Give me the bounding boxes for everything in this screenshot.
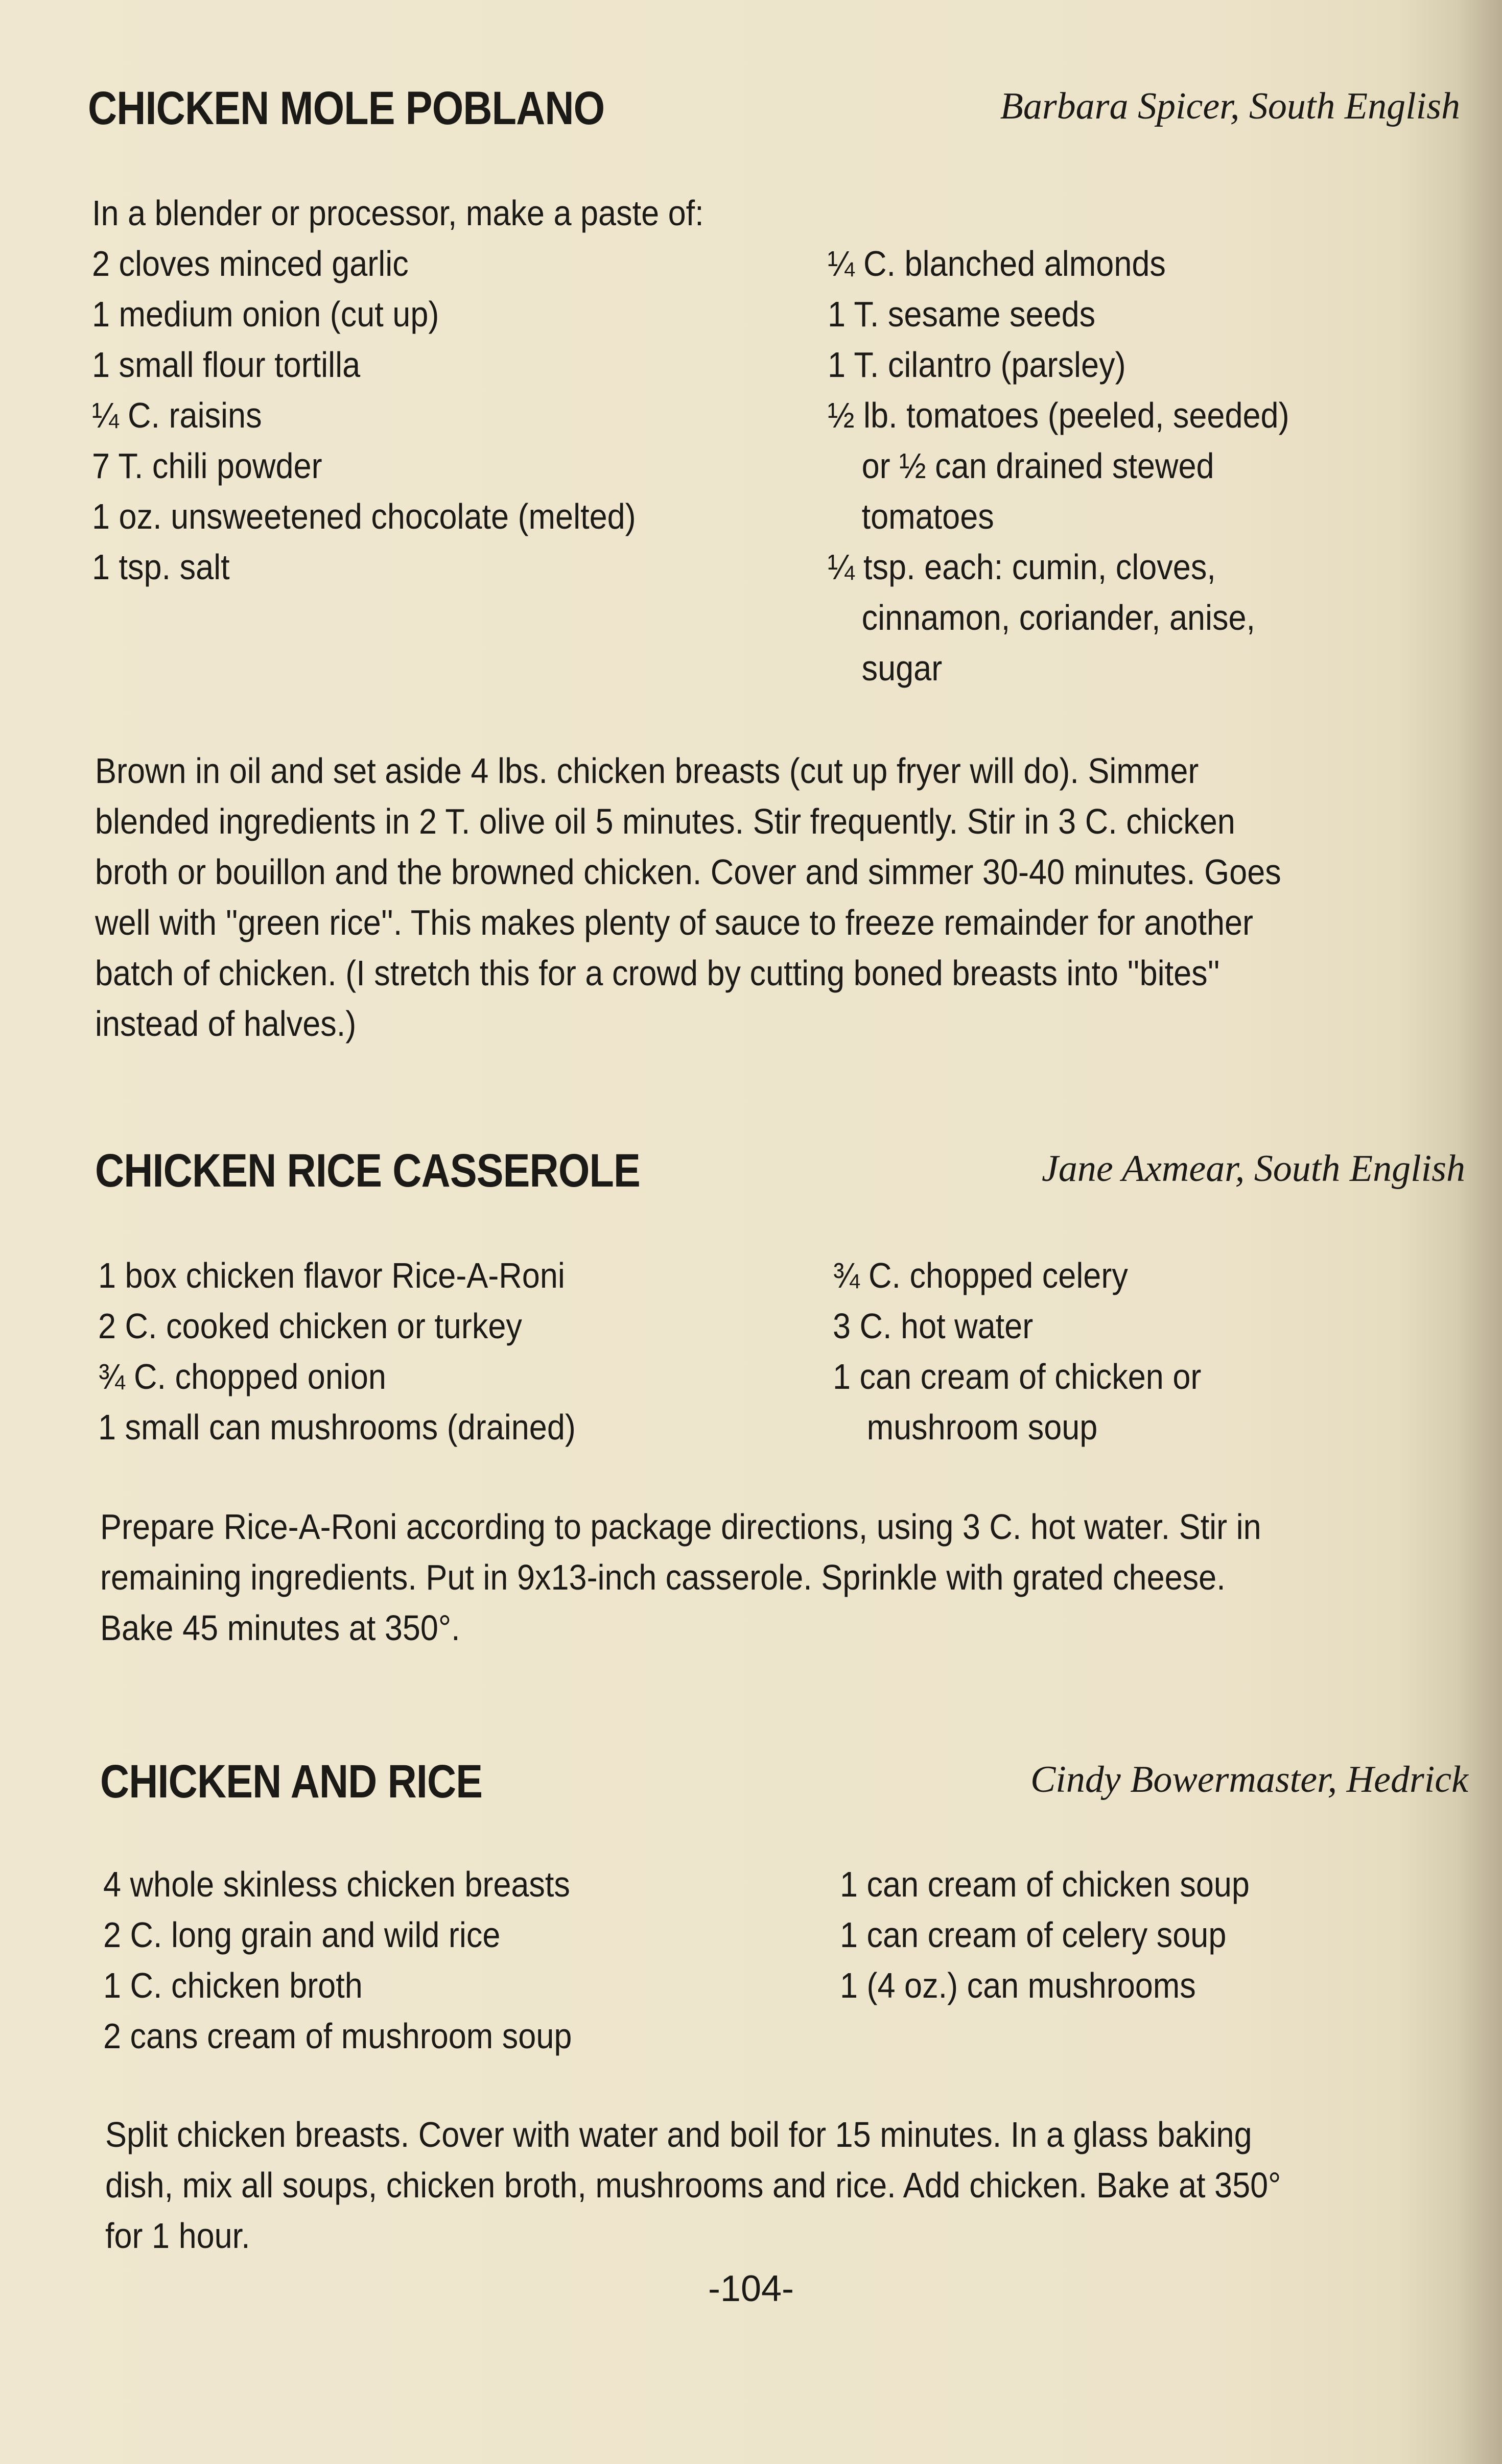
recipe-title: CHICKEN AND RICE: [100, 1756, 483, 1808]
ingredient: 4 whole skinless chicken breasts: [103, 1864, 570, 1904]
ingredient: 1 (4 oz.) can mushrooms: [840, 1965, 1196, 2005]
recipe-author: Jane Axmear, South English: [1042, 1148, 1465, 1190]
ingredient: 2 cans cream of mushroom soup: [103, 2016, 572, 2056]
ingredients-left: [98, 1250, 629, 1453]
ingredient: 1 box chicken flavor Rice-A-Roni: [98, 1255, 565, 1295]
ingredient: ½ lb. tomatoes (peeled, seeded): [828, 395, 1289, 435]
ingredient: ¼ C. raisins: [92, 395, 262, 435]
directions-line: broth or bouillon and the browned chicken. Cover and simmer 30-40 minutes. Goes: [95, 852, 1281, 892]
ingredient: ¾ C. chopped celery: [833, 1255, 1128, 1295]
ingredient: ¼ tsp. each: cumin, cloves,: [828, 547, 1216, 587]
directions-line: dish, mix all soups, chicken broth, mushrooms and rice. Add chicken. Bake at 350°: [105, 2165, 1281, 2205]
ingredient: 1 oz. unsweetened chocolate (melted): [92, 496, 636, 536]
recipe-directions: [95, 746, 1413, 1049]
ingredient: 2 C. cooked chicken or turkey: [98, 1306, 522, 1346]
recipe-directions: [105, 2110, 1412, 2261]
ingredient: 1 T. sesame seeds: [828, 294, 1096, 334]
directions-line: well with ''green rice''. This makes plenty of sauce to freeze remainder for another: [95, 903, 1254, 942]
ingredient: ¾ C. chopped onion: [98, 1357, 386, 1396]
ingredient: 3 C. hot water: [833, 1306, 1034, 1346]
recipe-intro: [92, 188, 772, 239]
ingredients-left: [103, 1859, 624, 2062]
ingredient: 2 cloves minced garlic: [92, 244, 409, 283]
ingredients-right: [828, 239, 1341, 694]
ingredient: 1 tsp. salt: [92, 547, 230, 587]
directions-line: remaining ingredients. Put in 9x13-inch casserole. Sprinkle with grated cheese.: [100, 1557, 1226, 1597]
ingredients-left: [92, 239, 696, 593]
ingredient: 1 T. cilantro (parsley): [828, 345, 1126, 385]
ingredient: 1 C. chicken broth: [103, 1965, 363, 2005]
directions-line: blended ingredients in 2 T. olive oil 5 minutes. Stir frequently. Stir in 3 C. chicken: [95, 801, 1235, 841]
ingredient: ¼ C. blanched almonds: [828, 244, 1166, 283]
directions-line: Split chicken breasts. Cover with water and boil for 15 minutes. In a glass baking: [105, 2115, 1252, 2154]
recipe-author: Barbara Spicer, South English: [1000, 85, 1460, 127]
directions-line: batch of chicken. (I stretch this for a crowd by cutting boned breasts into ''bites'': [95, 953, 1220, 993]
directions-line: Prepare Rice-A-Roni according to package directions, using 3 C. hot water. Stir in: [100, 1507, 1261, 1547]
directions-line: Bake 45 minutes at 350°.: [100, 1608, 460, 1648]
ingredient: 2 C. long grain and wild rice: [103, 1915, 501, 1955]
ingredients-right: [833, 1250, 1242, 1453]
ingredient: 1 can cream of chicken or: [833, 1357, 1202, 1396]
directions-line: for 1 hour.: [105, 2216, 250, 2256]
ingredient: 1 can cream of celery soup: [840, 1915, 1227, 1955]
page-number: -104-: [708, 2268, 794, 2309]
ingredient: cinnamon, coriander, anise,: [861, 598, 1256, 637]
recipe-author: Cindy Bowermaster, Hedrick: [1030, 1759, 1468, 1800]
recipe-title: CHICKEN RICE CASSEROLE: [95, 1145, 640, 1197]
ingredient: 1 medium onion (cut up): [92, 294, 439, 334]
ingredient: 1 can cream of chicken soup: [840, 1864, 1250, 1904]
ingredient: 7 T. chili powder: [92, 446, 322, 486]
ingredients-right: [840, 1859, 1295, 2011]
recipe-directions: [100, 1502, 1390, 1653]
recipe-title: CHICKEN MOLE POBLANO: [88, 82, 605, 134]
directions-line: Brown in oil and set aside 4 lbs. chicken breasts (cut up fryer will do). Simmer: [95, 751, 1199, 791]
ingredient: tomatoes: [861, 496, 994, 536]
ingredient: or ½ can drained stewed: [861, 446, 1214, 486]
ingredient: 1 small flour tortilla: [92, 345, 361, 385]
ingredient: sugar: [861, 648, 943, 688]
intro-line: In a blender or processor, make a paste of:: [92, 193, 704, 233]
ingredient: 1 small can mushrooms (drained): [98, 1407, 576, 1447]
directions-line: instead of halves.): [95, 1004, 357, 1044]
ingredient: mushroom soup: [866, 1407, 1098, 1447]
